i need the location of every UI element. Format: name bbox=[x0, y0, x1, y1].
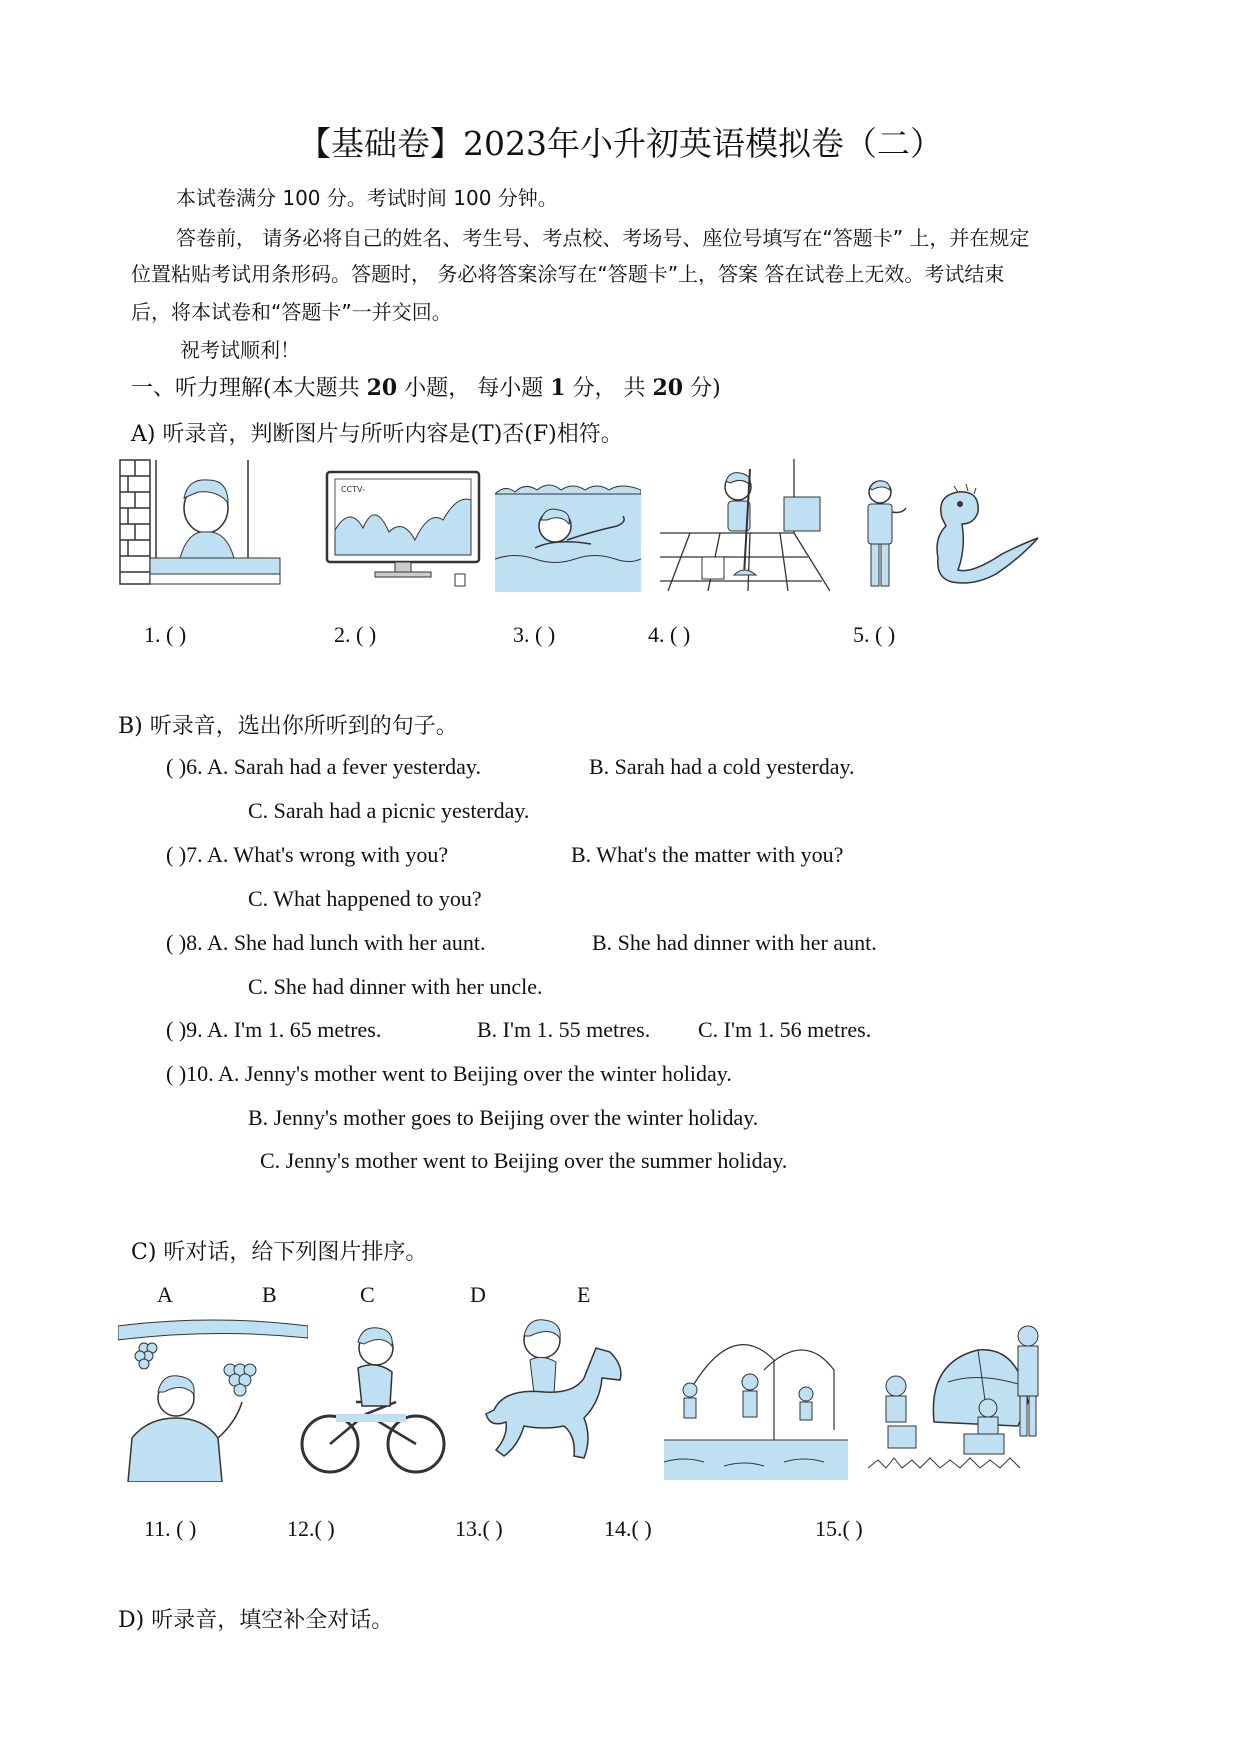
instruction-line-4: 后，将本试卷和“答题卡”一并交回。 bbox=[131, 300, 452, 324]
q8-option-b: B. She had dinner with her aunt. bbox=[592, 930, 877, 955]
picture-letter-b: B bbox=[262, 1282, 277, 1307]
q9-option-c: C. I'm 1. 56 metres. bbox=[698, 1017, 872, 1042]
boy-and-dinosaur-picture bbox=[862, 478, 1042, 590]
boy-riding-horse-picture bbox=[484, 1318, 630, 1480]
picture-letter-e: E bbox=[577, 1282, 591, 1307]
points-total: 20 bbox=[652, 375, 684, 401]
tv-channel-caption: CCTV- bbox=[341, 485, 365, 494]
q10-option-a[interactable]: ( )10. A. Jenny's mother went to Beijing over the winter holiday. bbox=[166, 1061, 732, 1086]
q7-option-a[interactable]: ( )7. A. What's wrong with you? bbox=[166, 842, 449, 867]
q6-option-b: B. Sarah had a cold yesterday. bbox=[589, 754, 855, 779]
boy-swimming-picture bbox=[495, 464, 641, 592]
question-count: 20 bbox=[366, 375, 398, 401]
points-each: 1 bbox=[550, 375, 566, 401]
family-fishing-picture bbox=[664, 1330, 848, 1480]
q6-option-c: C. Sarah had a picnic yesterday. bbox=[248, 798, 530, 823]
picture-letter-d: D bbox=[470, 1282, 486, 1307]
q5-answer-blank[interactable]: 5. ( ) bbox=[853, 622, 896, 647]
tv-picture bbox=[325, 470, 485, 590]
boy-mopping-floor-picture bbox=[660, 457, 830, 593]
boy-riding-bicycle-picture bbox=[296, 1322, 452, 1482]
picture-letter-c: C bbox=[360, 1282, 375, 1307]
q9-option-b: B. I'm 1. 55 metres. bbox=[477, 1017, 651, 1042]
page-title: 【基础卷】2023年小升初英语模拟卷（二） bbox=[298, 124, 943, 163]
section-1-heading bbox=[131, 371, 721, 402]
part-c-heading: C) 听对话，给下列图片排序。 bbox=[131, 1240, 428, 1265]
q12-answer-blank[interactable]: 12.( ) bbox=[287, 1516, 335, 1541]
q7-option-b: B. What's the matter with you? bbox=[571, 842, 844, 867]
q1-answer-blank[interactable]: 1. ( ) bbox=[144, 622, 187, 647]
q9-option-a[interactable]: ( )9. A. I'm 1. 65 metres. bbox=[166, 1017, 382, 1042]
instruction-score: 本试卷满分 100 分。考试时间 100 分钟。 bbox=[176, 186, 558, 210]
section-1-heading-mid1: 小题， 每小题 bbox=[397, 376, 551, 401]
q10-option-c: C. Jenny's mother went to Beijing over the summer holiday. bbox=[260, 1148, 788, 1173]
section-1-heading-post: 分) bbox=[683, 376, 721, 401]
q4-answer-blank[interactable]: 4. ( ) bbox=[648, 622, 691, 647]
boy-at-window-picture bbox=[118, 458, 283, 588]
instruction-line-2: 答卷前， 请务必将自己的姓名、考生号、考点校、考场号、座位号填写在“答题卡” 上，并在规定 bbox=[176, 226, 1030, 250]
part-b-heading: B) 听录音，选出你所听到的句子。 bbox=[118, 714, 458, 739]
picture-letter-a: A bbox=[157, 1282, 173, 1307]
woman-picking-grapes-picture bbox=[118, 1318, 308, 1482]
good-luck-text: 祝考试顺利！ bbox=[180, 338, 300, 362]
q8-option-a[interactable]: ( )8. A. She had lunch with her aunt. bbox=[166, 930, 486, 955]
q15-answer-blank[interactable]: 15.( ) bbox=[815, 1516, 863, 1541]
q7-option-c: C. What happened to you? bbox=[248, 886, 482, 911]
q2-answer-blank[interactable]: 2. ( ) bbox=[334, 622, 377, 647]
instruction-line-3: 位置粘贴考试用条形码。答题时， 务必将答案涂写在“答题卡”上，答案 答在试卷上无效。考试结束 bbox=[131, 262, 1005, 286]
q6-option-a[interactable]: ( )6. A. Sarah had a fever yesterday. bbox=[166, 754, 481, 779]
part-d-heading: D) 听录音，填空补全对话。 bbox=[118, 1608, 394, 1633]
q14-answer-blank[interactable]: 14.( ) bbox=[604, 1516, 652, 1541]
part-a-heading: A) 听录音，判断图片与所听内容是(T)否(F)相符。 bbox=[131, 422, 623, 447]
q13-answer-blank[interactable]: 13.( ) bbox=[455, 1516, 503, 1541]
family-camping-picture bbox=[868, 1322, 1048, 1482]
q8-option-c: C. She had dinner with her uncle. bbox=[248, 974, 543, 999]
section-1-heading-mid2: 分， 共 bbox=[565, 376, 653, 401]
q3-answer-blank[interactable]: 3. ( ) bbox=[513, 622, 556, 647]
q10-option-b: B. Jenny's mother goes to Beijing over the winter holiday. bbox=[248, 1105, 759, 1130]
section-1-heading-pre: 一、听力理解(本大题共 bbox=[131, 376, 367, 401]
q11-answer-blank[interactable]: 11. ( ) bbox=[144, 1516, 197, 1541]
